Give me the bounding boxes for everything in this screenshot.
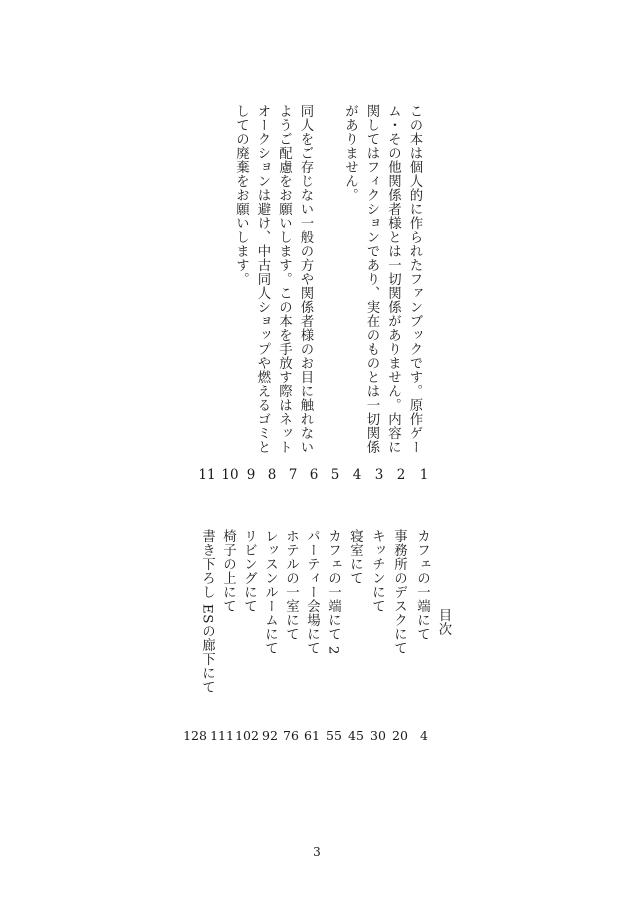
toc-page-number: 111 <box>210 728 234 743</box>
toc-chapter-title: 書き下ろし ESの廊下にて <box>199 529 215 695</box>
toc-page-number: 102 <box>235 728 259 743</box>
disclaimer-line: しての廃棄をお願いします。 <box>233 104 249 286</box>
toc-chapter-title: カフェの一端にて 2 <box>325 529 341 655</box>
toc-chapter-title: リビングにて <box>241 529 257 613</box>
disclaimer-line: オークションは避け、中古同人ショップや燃えるゴミと <box>255 104 270 454</box>
toc-page-number: 61 <box>304 728 320 743</box>
disclaimer-line: がありません。 <box>342 104 358 202</box>
toc-page-number: 55 <box>326 728 342 743</box>
toc-chapter-title: レッスンルームにて <box>262 529 278 655</box>
toc-title: 目次 <box>436 608 451 636</box>
disclaimer-line: ようご配慮をお願いします。この本を手放す際はネット <box>276 104 292 454</box>
toc-chapter-number: 6 <box>309 467 319 483</box>
toc-page-number: 45 <box>348 728 364 743</box>
toc-chapter-title: 椅子の上にて <box>220 529 236 613</box>
disclaimer-line: ム・その他関係者様とは一切関係がありません。内容に <box>385 104 401 454</box>
toc-chapter-number: 7 <box>288 467 298 483</box>
page-number: 3 <box>313 845 321 859</box>
toc-chapter-number: 8 <box>267 467 277 483</box>
toc-chapter-title: 寝室にて <box>347 529 363 585</box>
toc-page-number: 76 <box>283 728 299 743</box>
disclaimer-line: 関してはフィクションであり、実在のものとは一切関係 <box>364 104 379 454</box>
toc-chapter-number: 4 <box>352 467 362 483</box>
toc-chapter-title: キッチンにて <box>369 529 385 613</box>
toc-page-number: 20 <box>392 728 408 743</box>
toc-chapter-number: 1 <box>419 467 429 483</box>
disclaimer-block <box>230 104 425 454</box>
toc-chapter-number: 2 <box>396 467 406 483</box>
toc-chapter-number: 10 <box>221 467 239 483</box>
toc-chapter-number: 5 <box>330 467 340 483</box>
toc-chapter-title: ホテルの一室にて <box>283 529 299 641</box>
toc-chapter-title: パーティー会場にて <box>304 529 320 655</box>
toc-page-number: 30 <box>370 728 386 743</box>
toc-page-number: 4 <box>420 728 428 743</box>
toc-chapter-number: 11 <box>198 467 216 483</box>
toc-chapter-number: 3 <box>374 467 384 483</box>
toc-chapter-title: カフェの一端にて <box>414 529 430 641</box>
disclaimer-line: この本は個人的に作られたファンブックです。原作ゲー <box>407 104 422 454</box>
toc-chapter-number: 9 <box>246 467 256 483</box>
toc-page-number: 128 <box>183 728 207 743</box>
disclaimer-line: 同人をご存じない一般の方や関係者様のお目に触れない <box>298 104 313 454</box>
toc-chapter-title: 事務所のデスクにて <box>391 529 407 655</box>
toc-page-number: 92 <box>262 728 278 743</box>
